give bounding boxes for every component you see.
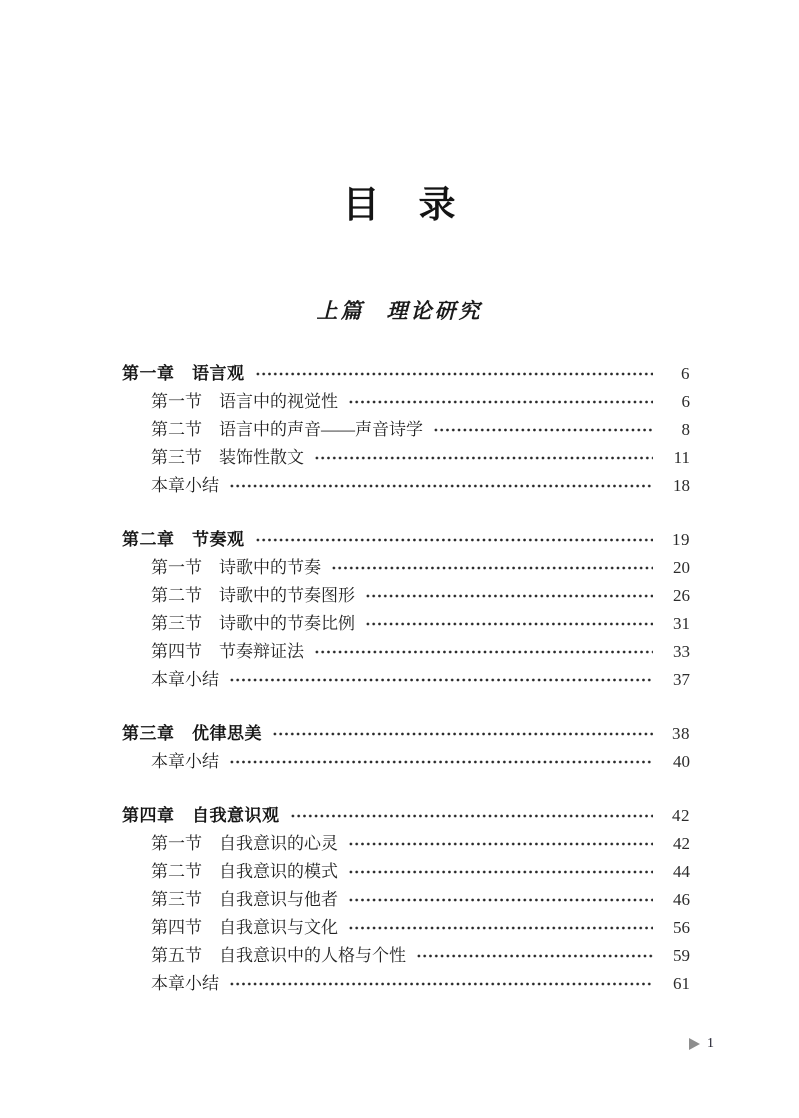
toc-entry-page-number: 33 [673, 642, 690, 661]
right-triangle-icon [689, 1038, 700, 1050]
toc-entry-page-number: 40 [673, 752, 690, 771]
dotted-leader [348, 869, 653, 875]
toc-entry-page-number: 6 [681, 364, 690, 383]
toc-entry-label: 第一节 诗歌中的节奏 [151, 558, 321, 577]
toc-section-row [122, 914, 690, 942]
dotted-leader [331, 565, 653, 571]
toc-entry-page-number: 46 [673, 890, 690, 909]
toc-section-row [122, 942, 690, 970]
toc-entry-label: 第三章 优律思美 [122, 724, 262, 743]
toc-entry-label: 第四章 自我意识观 [122, 806, 280, 825]
dotted-leader [255, 371, 654, 377]
toc-section-row [122, 666, 690, 694]
toc-section-row [122, 444, 690, 472]
toc-entry-page-number: 31 [673, 614, 690, 633]
toc-entry-label: 第四节 节奏辩证法 [151, 642, 304, 661]
toc-section-row [122, 554, 690, 582]
dotted-leader [229, 981, 653, 987]
dotted-leader [255, 537, 654, 543]
toc-entry-page-number: 6 [681, 392, 690, 411]
dotted-leader [229, 677, 653, 683]
folio-page-number: 1 [707, 1036, 714, 1051]
page-title: 目 录 [342, 185, 457, 226]
toc-section-row [122, 388, 690, 416]
toc-entry-page-number: 61 [673, 974, 690, 993]
toc-entry-page-number: 37 [673, 670, 690, 689]
dotted-leader [348, 841, 653, 847]
dotted-leader [229, 759, 653, 765]
toc-entry-label: 本章小结 [151, 670, 219, 689]
toc-section-row [122, 830, 690, 858]
toc-section-row [122, 582, 690, 610]
dotted-leader [348, 399, 653, 405]
toc-entry-label: 第一节 语言中的视觉性 [151, 392, 338, 411]
toc-entry-page-number: 26 [673, 586, 690, 605]
toc-entry-page-number: 42 [672, 806, 690, 825]
toc-section-row [122, 416, 690, 444]
toc-entry-label: 第四节 自我意识与文化 [151, 918, 338, 937]
dotted-leader [229, 483, 653, 489]
toc-entry-label: 第二节 诗歌中的节奏图形 [151, 586, 355, 605]
dotted-leader [272, 731, 653, 737]
part-heading-prefix: 上篇 [316, 299, 365, 323]
toc-section-row [122, 638, 690, 666]
toc-entry-page-number: 56 [673, 918, 690, 937]
toc-entry-page-number: 8 [681, 420, 690, 439]
toc-entry-label: 第三节 诗歌中的节奏比例 [151, 614, 355, 633]
dotted-leader [348, 925, 653, 931]
dotted-leader [348, 897, 653, 903]
toc-section-row [122, 858, 690, 886]
dotted-leader [314, 455, 653, 461]
toc-entry-page-number: 18 [673, 476, 690, 495]
toc-entry-page-number: 42 [673, 834, 690, 853]
dotted-leader [365, 593, 653, 599]
toc-entry-page-number: 20 [673, 558, 690, 577]
toc-section-row [122, 886, 690, 914]
dotted-leader [416, 953, 653, 959]
toc-section-row [122, 748, 690, 776]
dotted-leader [314, 649, 653, 655]
toc-entry-label: 第一章 语言观 [122, 364, 245, 383]
toc-entry-label: 第一节 自我意识的心灵 [151, 834, 338, 853]
toc-entry-label: 本章小结 [151, 974, 219, 993]
toc-section-row [122, 970, 690, 998]
part-heading-text: 理论研究 [386, 299, 483, 323]
toc-entry-page-number: 38 [672, 724, 690, 743]
part-heading [0, 298, 799, 324]
toc-chapter-row [122, 720, 690, 748]
toc-entry-label: 第五节 自我意识中的人格与个性 [151, 946, 406, 965]
toc-entry-label: 第三节 自我意识与他者 [151, 890, 338, 909]
toc-entry-page-number: 44 [673, 862, 690, 881]
toc-chapter-row [122, 360, 690, 388]
dotted-leader [433, 427, 653, 433]
toc-entry-label: 第二节 语言中的声音——声音诗学 [151, 420, 423, 439]
toc-entry-label: 第三节 装饰性散文 [151, 448, 304, 467]
toc-entry-page-number: 19 [672, 530, 690, 549]
toc-chapter-row [122, 802, 690, 830]
toc-entry-label: 第二章 节奏观 [122, 530, 245, 549]
toc-chapter-row [122, 526, 690, 554]
page-footer [689, 1036, 714, 1052]
toc-entry-label: 本章小结 [151, 476, 219, 495]
toc-section-row [122, 610, 690, 638]
dotted-leader [290, 813, 654, 819]
toc-entry-page-number: 11 [673, 448, 690, 467]
toc-entry-label: 本章小结 [151, 752, 219, 771]
toc-entry-label: 第二节 自我意识的模式 [151, 862, 338, 881]
table-of-contents [122, 360, 690, 998]
dotted-leader [365, 621, 653, 627]
toc-section-row [122, 472, 690, 500]
toc-entry-page-number: 59 [673, 946, 690, 965]
